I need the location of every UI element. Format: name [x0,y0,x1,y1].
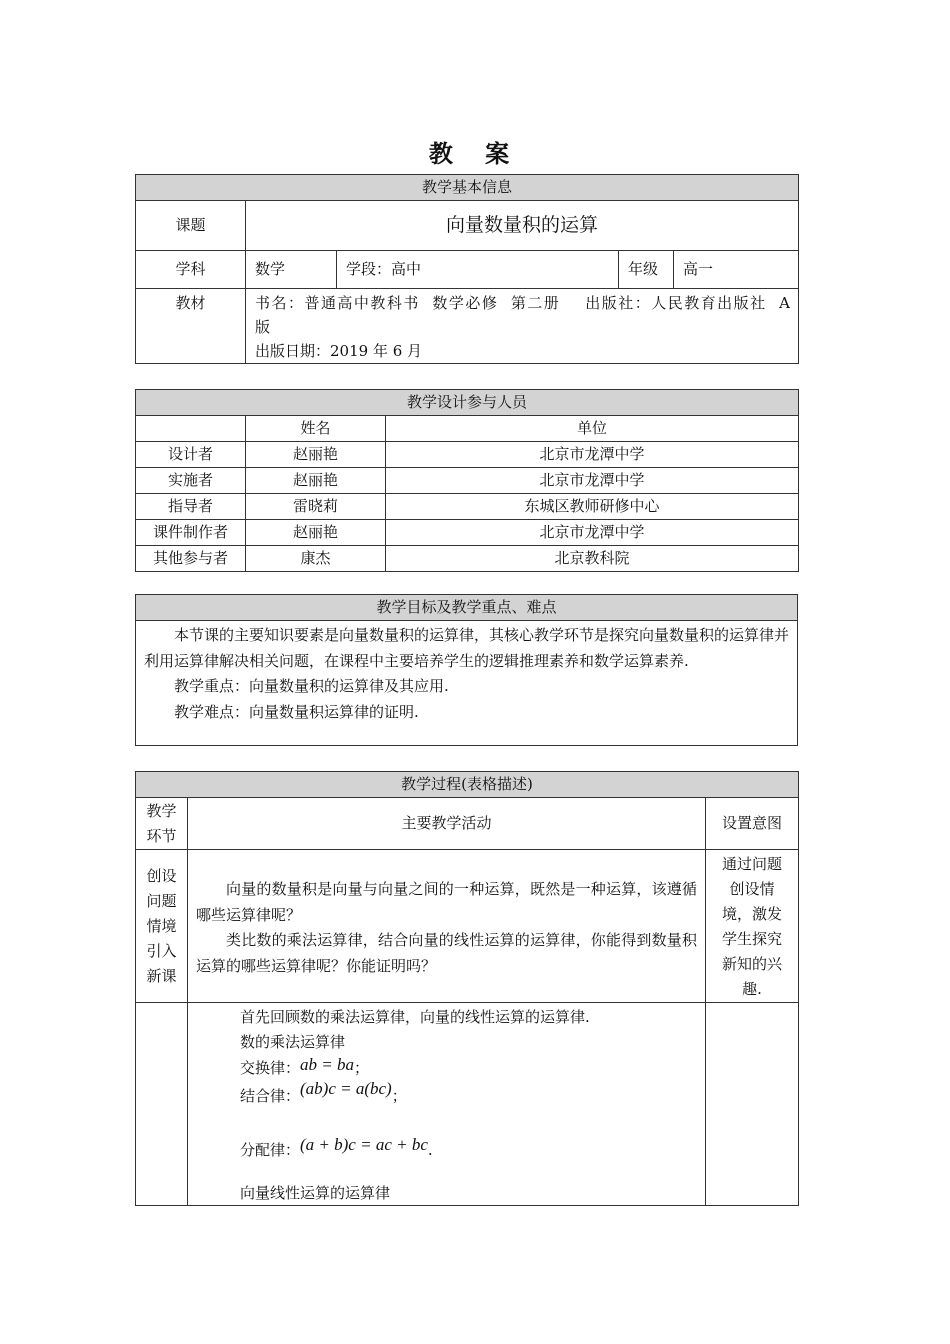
participants-table [135,389,799,572]
key-point: 教学重点：向量数量积的运算律及其应用. [174,677,449,695]
row2-activity [188,1003,706,1206]
textbook-value [246,289,799,364]
participant-role: 设计者 [136,442,246,468]
participant-unit: 北京教科院 [386,546,799,572]
participant-role: 课件制作者 [136,520,246,546]
table-row [136,468,799,494]
goals-paragraph: 本节课的主要知识要素是向量数量积的运算律，其核心教学环节是探究向量数量积的运算律并利用运算律解决相关问题，在课程中主要培养学生的逻辑推理素养和数学运算素养. [144,626,790,670]
participant-role: 其他参与者 [136,546,246,572]
row1-paragraph-2: 类比数的乘法运算律，结合向量的线性运算的运算律，你能得到数量积运算的哪些运算律呢？你能证明吗？ [196,931,697,975]
table-row [136,494,799,520]
participants-header: 教学设计参与人员 [136,390,799,416]
participant-unit: 北京市龙潭中学 [386,468,799,494]
commutative-label: 交换律： [240,1059,301,1077]
associative-formula: (ab)c = a(bc) [300,1079,392,1098]
commutative-end: ； [354,1059,370,1077]
col-stage-header: 教学环节 [136,798,188,850]
table-row [136,546,799,572]
topic-value: 向量数量积的运算 [246,201,799,251]
distributive-label: 分配律： [240,1141,301,1159]
row2-line-1: 首先回顾数的乘法运算律，向量的线性运算的运算律. [240,1008,590,1026]
participant-name: 赵丽艳 [246,442,386,468]
process-table [135,771,799,1206]
subject-value: 数学 [246,251,337,289]
subject-label: 学科 [136,251,246,289]
participant-role: 实施者 [136,468,246,494]
difficulty: 教学难点：向量数量积运算律的证明. [174,702,419,721]
row2-line-2: 数的乘法运算律 [240,1033,346,1051]
topic-label: 课题 [136,201,246,251]
distributive-formula: (a + b)c = ac + bc [300,1135,428,1154]
textbook-line-2: 版 [255,318,271,336]
textbook-line-1: 书名：普通高中教科书 数学必修 第二册 出版社：人民教育出版社 A [255,294,790,312]
row1-paragraph-1: 向量的数量积是向量与向量之间的一种运算，既然是一种运算，该遵循哪些运算律呢？ [196,880,697,924]
participant-name: 赵丽艳 [246,468,386,494]
grade-label: 年级 [619,251,674,289]
associative-end: ； [391,1087,407,1105]
process-header: 教学过程(表格描述) [136,772,799,798]
participant-unit: 北京市龙潭中学 [386,442,799,468]
row1-intent: 通过问题创设情境，激发学生探究新知的兴趣. [706,850,799,1003]
participant-name: 赵丽艳 [246,520,386,546]
participant-name: 康杰 [246,546,386,572]
textbook-label: 教材 [136,289,246,364]
col-unit-header: 单位 [386,416,799,442]
associative-label: 结合律： [240,1087,301,1105]
table-row [136,520,799,546]
associative-law [240,1081,705,1135]
grade-value: 高一 [674,251,799,289]
row2-last-line: 向量线性运算的运算律 [240,1184,391,1202]
distributive-end: . [427,1141,433,1159]
participant-role: 指导者 [136,494,246,520]
basic-info-header: 教学基本信息 [136,175,799,201]
doc-title: 教 案 [428,139,522,168]
participant-name: 雷晓莉 [246,494,386,520]
basic-info-table [135,174,799,364]
col-activity-header: 主要教学活动 [188,798,706,850]
participant-unit: 东城区教师研修中心 [386,494,799,520]
stage-value: 学段：高中 [337,251,619,289]
row1-stage: 创设问题情境引入新课 [136,850,188,1003]
col-intent-header: 设置意图 [706,798,799,850]
participants-corner [136,416,246,442]
distributive-law [240,1135,705,1181]
participant-unit: 北京市龙潭中学 [386,520,799,546]
textbook-line-3: 出版日期：2019 年 6 月 [255,342,423,360]
row2-stage [136,1003,188,1206]
goals-body [136,621,798,746]
goals-table [135,594,798,746]
row1-activity [188,850,706,1003]
commutative-law [240,1055,705,1081]
commutative-formula: ab = ba [300,1055,354,1074]
col-name-header: 姓名 [246,416,386,442]
row2-intent [706,1003,799,1206]
goals-header: 教学目标及教学重点、难点 [136,595,798,621]
table-row [136,442,799,468]
